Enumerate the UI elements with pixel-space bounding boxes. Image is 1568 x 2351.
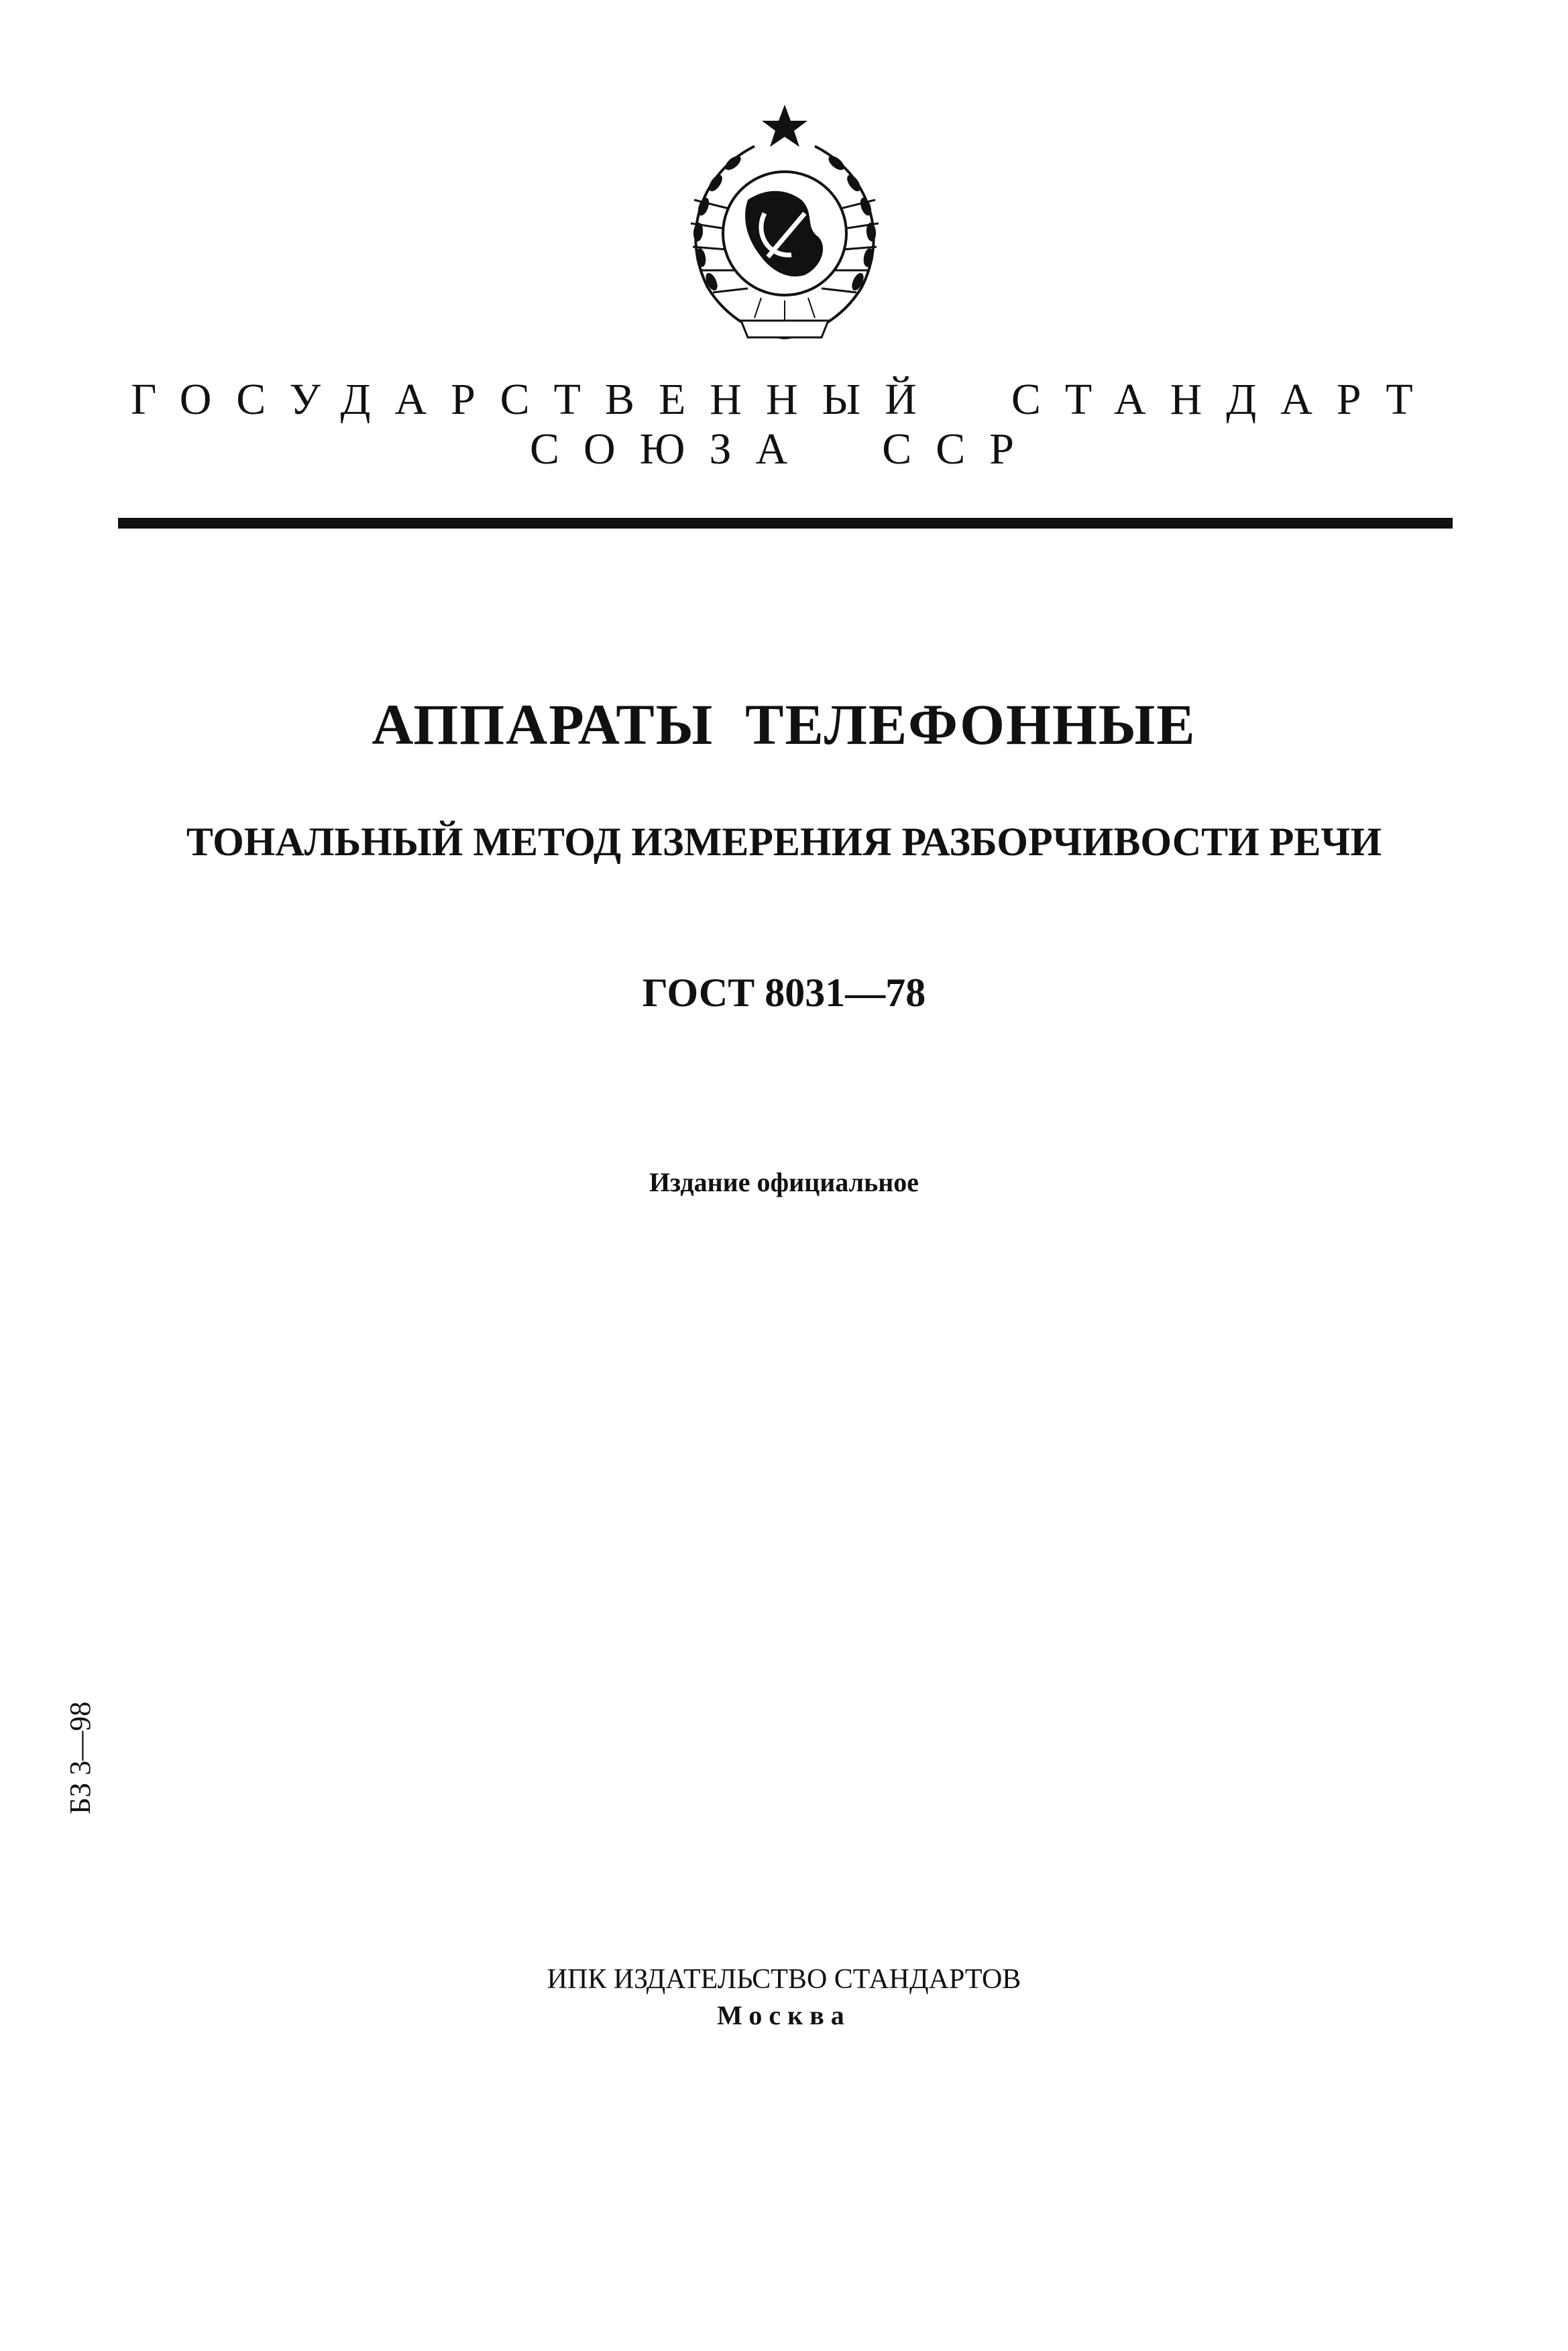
document-title: АППАРАТЫ ТЕЛЕФОННЫЕ	[372, 692, 1196, 757]
edition-note: Издание официальное	[649, 1167, 919, 1197]
standard-code: ГОСТ 8031—78	[642, 971, 926, 1015]
document-subtitle: ТОНАЛЬНЫЙ МЕТОД ИЗМЕРЕНИЯ РАЗБОРЧИВОСТИ РЕЧИ	[186, 820, 1382, 864]
header-line-2: СОЮЗА ССР	[530, 425, 1038, 474]
ussr-state-emblem-icon	[654, 99, 915, 358]
publisher-name: ИПК ИЗДАТЕЛЬСТВО СТАНДАРТОВ	[547, 1964, 1021, 1995]
side-code: БЗ 3—98	[64, 1701, 97, 1814]
publisher-city: Москва	[717, 2000, 851, 2030]
header-line-1: ГОСУДАРСТВЕННЫЙ СТАНДАРТ	[131, 375, 1437, 424]
header-divider	[118, 518, 1453, 529]
